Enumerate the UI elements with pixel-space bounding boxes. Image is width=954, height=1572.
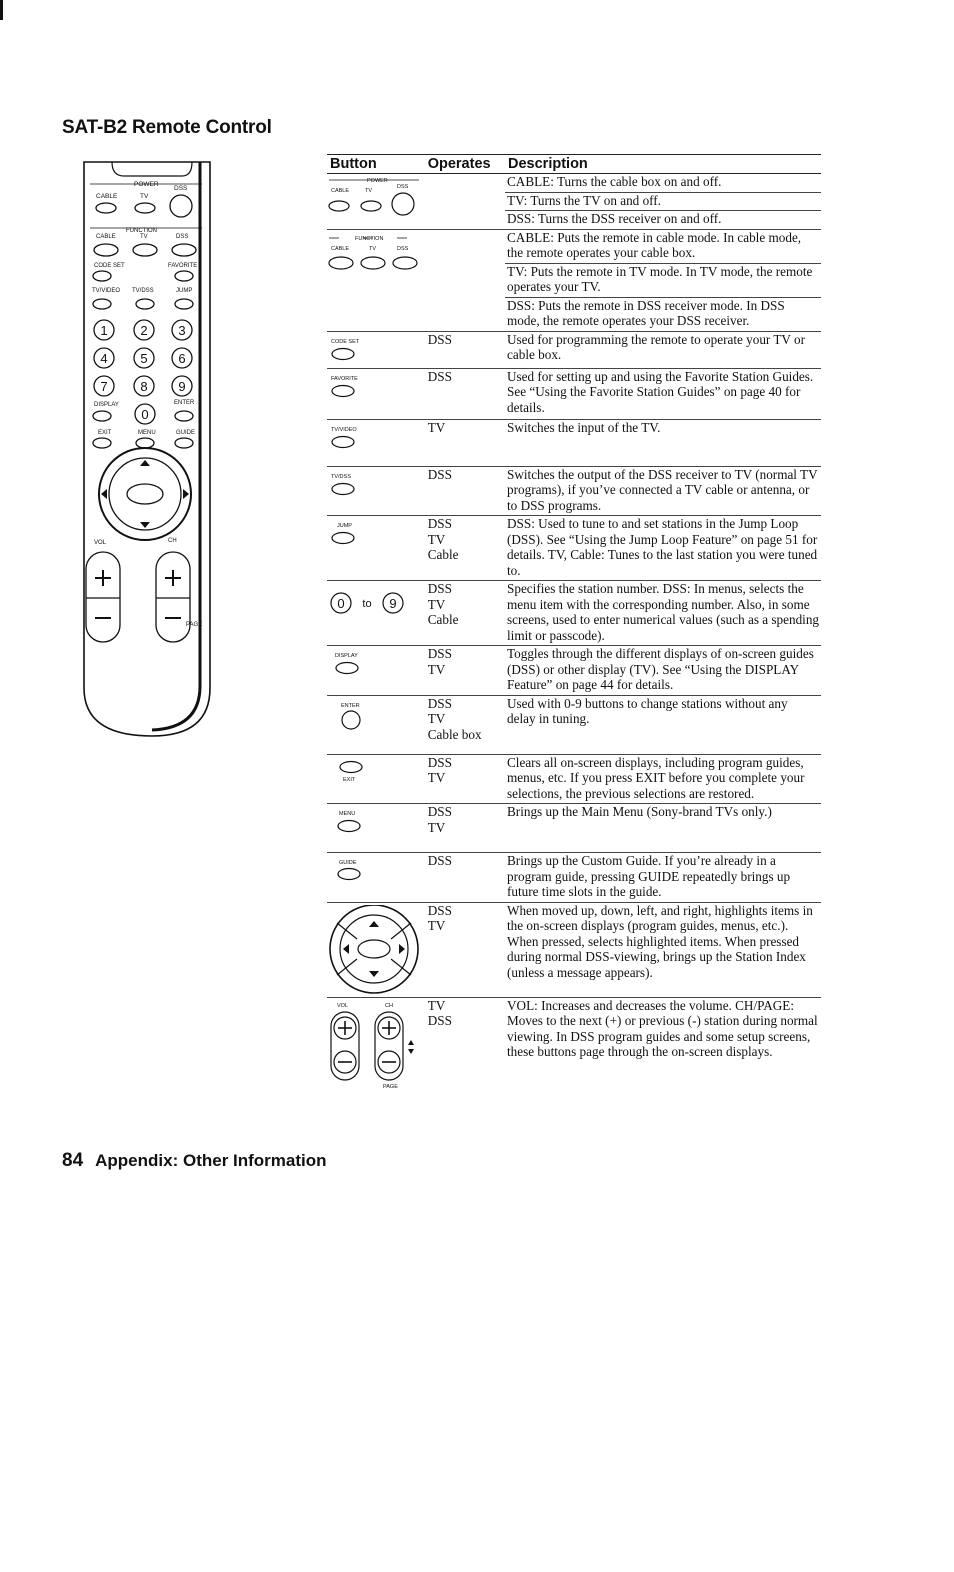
description-text: Switches the input of the TV. [507,419,661,435]
svg-text:PAGE: PAGE [383,1083,398,1090]
description-text: CABLE: Turns the cable box on and off. [507,174,722,189]
operates-value: DSS [427,581,452,596]
power-buttons-icon [327,176,421,220]
operates-value: DSS [427,695,452,711]
operates-value: DSS [427,331,452,347]
svg-text:DSS: DSS [397,184,409,190]
svg-text:3: 3 [178,323,186,338]
svg-text:VOL: VOL [337,1002,349,1009]
description-text: Toggles through the different displays of on-screen guides (DSS) or other display (TV). See “Using the DISPLAY Feature” on page 44 for details. [507,646,814,692]
header-operates: Operates [426,155,505,174]
enter-button-icon [327,698,421,732]
svg-text:2: 2 [140,323,148,338]
operates-value: DSS [427,646,452,661]
svg-text:FUNCTION: FUNCTION [355,235,384,242]
svg-text:6: 6 [178,351,186,366]
svg-text:MENU: MENU [339,811,356,817]
remote-label-display: DISPLAY [94,402,119,408]
svg-text:DSS: DSS [176,234,189,240]
remote-label-tv-video: TV/VIDEO [92,288,121,294]
operates-value: TV [427,770,446,785]
operates-value: TV [427,531,446,547]
menu-button-icon [327,806,421,836]
svg-text:JUMP: JUMP [337,523,352,529]
jump-button-icon [327,518,421,548]
operates-value: DSS [427,804,452,819]
operates-value: TV [427,419,446,435]
operates-value: Cable [427,547,459,562]
remote-label-power: POWER [134,181,159,188]
operates-value: TV [427,596,446,612]
footer-section-title: Appendix: Other Information [95,1151,327,1170]
table-row [327,466,821,516]
svg-text:GUIDE: GUIDE [339,860,357,866]
table-row [327,902,821,997]
remote-buttons-table [327,154,821,1092]
code-set-button-icon [327,334,421,368]
operates-value: DSS [427,754,452,770]
description-text: TV: Turns the TV on and off. [505,192,821,211]
table-row [327,581,821,646]
svg-text:0: 0 [337,596,345,611]
operates-value: Cable box [427,726,482,742]
operates-value: DSS [427,853,452,868]
header-button: Button [327,155,426,174]
description-text: Specifies the station number. DSS: In menus, selects the menu item with the corresponding number. Also, in some screens, used to enter numerical values (such as a spending limit or passcode). [507,581,820,643]
description-text: Switches the output of the DSS receiver to TV (normal TV programs), if you’ve connected a TV cable or antenna, or to DSS programs. [507,466,818,513]
table-row [327,646,821,696]
exit-button-icon [327,757,421,787]
remote-label-cable: CABLE [96,193,118,200]
svg-text:DISPLAY: DISPLAY [335,653,358,659]
description-text: DSS: Puts the remote in DSS receiver mode. In DSS mode, the remote operates your DSS receiver. [505,297,821,331]
svg-text:TV: TV [369,245,377,252]
remote-label-dss: DSS [174,185,188,192]
remote-label-page: PAGE [186,622,203,628]
svg-text:POWER: POWER [367,178,388,184]
description-text: VOL: Increases and decreases the volume. CH/PAGE: Moves to the next (+) or previous (-) station during normal viewing. In DSS program guides and some setup screens, these buttons page through the on-screen displays. [507,997,818,1059]
remote-label-tv: TV [140,193,149,200]
operates-value: TV [427,819,446,835]
favorite-button-icon [327,371,421,401]
svg-text:EXIT: EXIT [343,776,356,783]
joystick-icon [327,905,421,997]
svg-text:DSS: DSS [397,245,409,252]
page-footer [62,1150,327,1172]
operates-value: TV [427,997,446,1013]
svg-text:1: 1 [100,323,108,338]
description-text: Used for setting up and using the Favorite Station Guides. See “Using the Favorite Station Guides” on page 40 for details. [507,368,814,415]
svg-text:0: 0 [141,407,149,422]
number-buttons-icon [327,583,421,623]
svg-text:CODE SET: CODE SET [331,338,360,345]
remote-control-illustration [82,158,216,738]
table-row [327,754,821,804]
tv-dss-button-icon [327,469,421,499]
vol-ch-buttons-icon [327,1000,421,1092]
operates-value: TV [427,661,446,677]
table-row [327,516,821,581]
svg-text:5: 5 [140,351,148,366]
table-row [327,229,821,331]
description-text: When moved up, down, left, and right, highlights items in the on-screen displays (program guides, menus, etc.). When pressed, selects highlighted items. When pressed during normal DSS-viewing, brings up the Station Index (unless a message appears). [507,902,813,980]
description-text: Brings up the Main Menu (Sony-brand TVs only.) [507,804,772,819]
description-text: DSS: Turns the DSS receiver on and off. [505,210,821,229]
svg-text:7: 7 [100,379,108,394]
header-description: Description [505,155,821,174]
table-row [327,419,821,466]
remote-label-tv-dss: TV/DSS [132,288,154,294]
svg-text:CABLE: CABLE [331,188,350,194]
svg-text:CABLE: CABLE [331,245,350,252]
operates-value: TV [427,711,446,726]
guide-button-icon [327,855,421,885]
svg-text:TV: TV [140,234,148,240]
description-text: DSS: Used to tune to and set stations in the Jump Loop (DSS). See “Using the Jump Loop Feature” on page 51 for details. TV, Cable: Tunes to the last station you were tuned to. [507,516,818,578]
remote-label-ch: CH [168,538,177,544]
svg-text:to: to [362,598,372,610]
svg-text:CH: CH [385,1002,393,1009]
description-text: CABLE: Puts the remote in cable mode. In cable mode, the remote operates your cable box. [507,229,802,260]
page-edge-mark [0,0,3,20]
svg-text:9: 9 [178,379,186,394]
operates-value: DSS [427,516,452,531]
remote-label-jump: JUMP [176,288,193,294]
remote-label-exit: EXIT [98,430,112,436]
table-row [327,368,821,419]
operates-value: Cable [427,612,459,627]
display-button-icon [327,648,421,678]
description-text: Brings up the Custom Guide. If you’re already in a program guide, pressing GUIDE repeatedly brings up future time slots in the guide. [507,853,791,899]
table-row [327,695,821,754]
remote-label-vol: VOL [94,540,107,546]
svg-text:CABLE: CABLE [96,234,116,240]
description-text: Clears all on-screen displays, including program guides, menus, etc. If you press EXIT before you complete your selections, the previous selections are restored. [507,754,805,801]
page-title: SAT-B2 Remote Control [62,117,272,138]
table-row [327,997,821,1092]
svg-text:TV: TV [365,188,373,194]
svg-text:4: 4 [100,351,108,366]
function-buttons-icon [327,232,421,276]
svg-text:ENTER: ENTER [341,702,360,709]
tv-video-button-icon [327,422,421,452]
operates-value: DSS [427,1013,452,1028]
operates-value: TV [427,918,446,933]
table-row [327,853,821,903]
operates-value: DSS [427,368,452,384]
svg-text:TV/DSS: TV/DSS [331,473,351,480]
svg-text:TV/VIDEO: TV/VIDEO [331,426,357,433]
remote-label-favorite: FAVORITE [168,263,198,269]
remote-label-guide: GUIDE [176,430,196,436]
svg-text:8: 8 [140,379,148,394]
svg-text:FAVORITE: FAVORITE [331,375,358,382]
svg-text:9: 9 [389,596,397,611]
page-number: 84 [62,1150,84,1171]
remote-label-menu: MENU [138,430,156,436]
description-text: Used with 0-9 buttons to change stations without any delay in tuning. [507,695,788,726]
table-row [327,331,821,368]
description-text: TV: Puts the remote in TV mode. In TV mode, the remote operates your TV. [505,263,821,297]
remote-label-function: FUNCTION [126,228,157,234]
operates-value: DSS [427,902,452,918]
remote-label-enter: ENTER [174,400,195,406]
description-text: Used for programming the remote to operate your TV or cable box. [507,331,805,362]
table-row [327,804,821,853]
table-row [327,174,821,230]
operates-value: DSS [427,466,452,482]
remote-label-code-set: CODE SET [94,263,125,269]
